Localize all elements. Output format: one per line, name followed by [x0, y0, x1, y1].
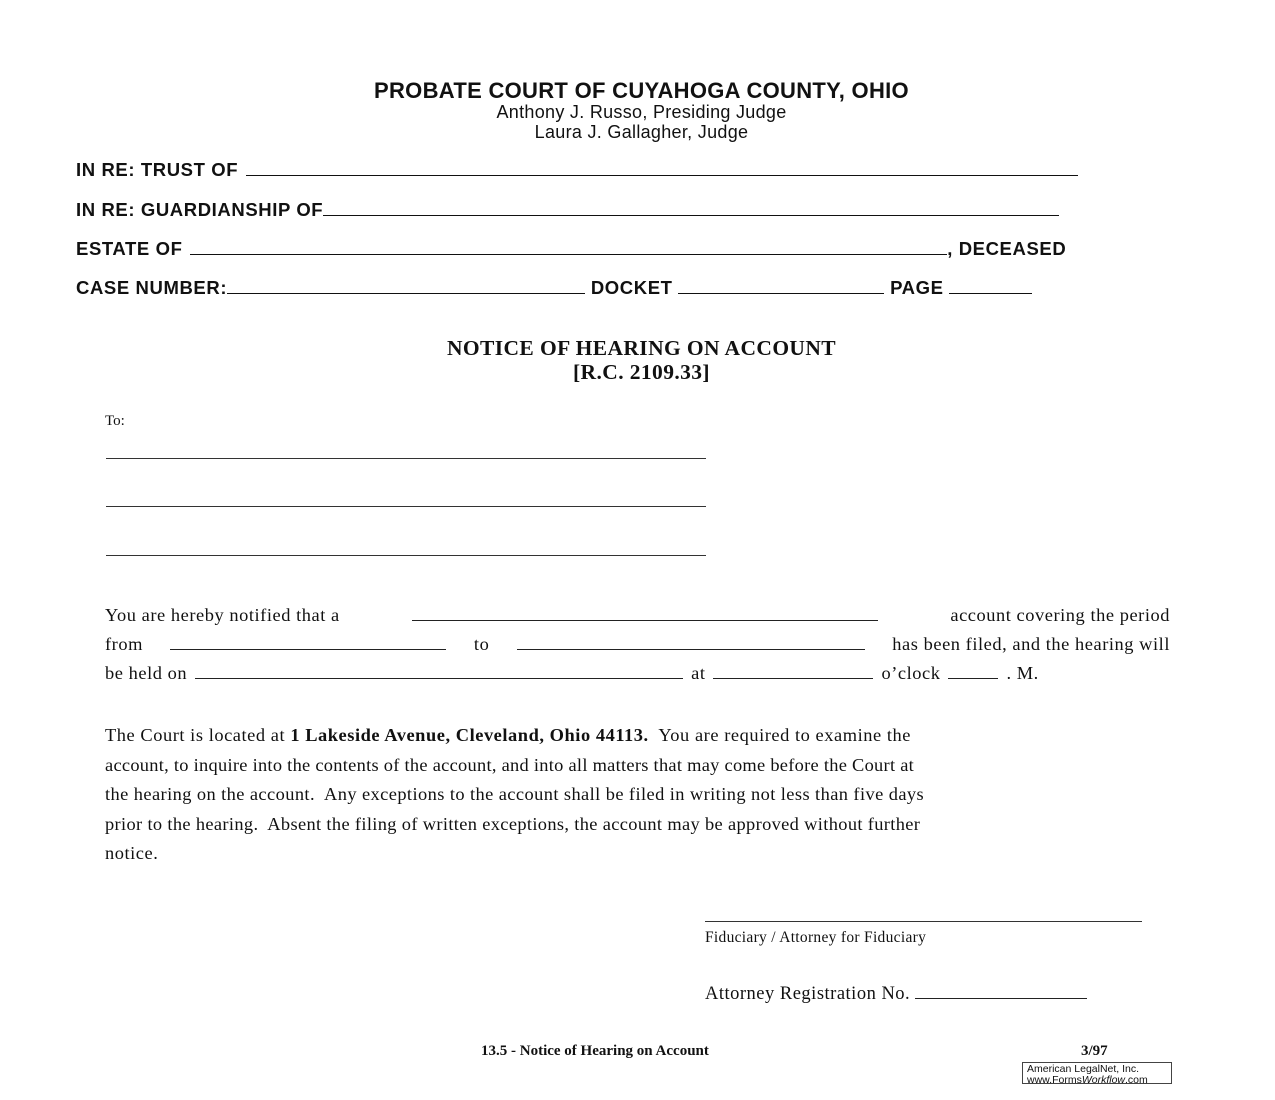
- notice-text: from: [105, 634, 143, 654]
- docket-label: DOCKET: [590, 277, 673, 298]
- publisher-url-suffix: .com: [1125, 1073, 1148, 1086]
- signature-line[interactable]: [705, 921, 1142, 922]
- location-paragraph: [105, 721, 1170, 869]
- statute-reference: [R.C. 2109.33]: [573, 360, 710, 384]
- location-line-3: the hearing on the account. Any exceptions to the account shall be filed in writing not less than five days: [105, 784, 925, 804]
- to-label: To:: [105, 413, 125, 429]
- guardianship-row: [76, 199, 1059, 221]
- guardianship-field[interactable]: [323, 201, 1059, 216]
- account-type-field[interactable]: [412, 608, 878, 621]
- signature-label: Fiduciary / Attorney for Fiduciary: [705, 929, 927, 946]
- presiding-judge: Anthony J. Russo, Presiding Judge: [496, 102, 787, 122]
- case-number-label: CASE NUMBER:: [76, 277, 228, 298]
- court-title: PROBATE COURT OF CUYAHOGA COUNTY, OHIO: [374, 78, 909, 103]
- case-number-row: [76, 277, 1032, 299]
- registration-field[interactable]: [915, 985, 1087, 999]
- court-address: 1 Lakeside Avenue, Cleveland, Ohio 44113.: [290, 725, 649, 745]
- notice-line-3: [105, 663, 1039, 684]
- estate-label: ESTATE OF: [76, 238, 183, 259]
- location-text: The Court is located at: [105, 725, 291, 745]
- guardianship-label: IN RE: GUARDIANSHIP OF: [76, 199, 324, 220]
- notice-text: account covering the period: [950, 605, 1170, 625]
- notice-text: You are hereby notified that a: [105, 605, 340, 625]
- location-text: You are required to examine the: [648, 725, 911, 745]
- notice-text: at: [691, 663, 706, 683]
- notice-text: to: [473, 634, 490, 654]
- period-to-field[interactable]: [517, 637, 865, 650]
- location-line-1: [105, 721, 1170, 751]
- notice-text: o’clock: [881, 663, 941, 683]
- registration-row: [705, 984, 1087, 1005]
- trust-label: IN RE: TRUST OF: [76, 159, 239, 180]
- estate-row: [76, 238, 1066, 260]
- docket-field[interactable]: [678, 279, 884, 294]
- hearing-date-field[interactable]: [195, 666, 683, 679]
- judge: Laura J. Gallagher, Judge: [534, 122, 749, 142]
- footer-revision: 3/97: [1081, 1043, 1108, 1059]
- publisher-name: American LegalNet, Inc.: [1027, 1063, 1140, 1075]
- notice-line-1: [105, 605, 1170, 626]
- recipient-line-2[interactable]: [106, 506, 706, 507]
- page-field[interactable]: [949, 279, 1032, 294]
- location-line-5: notice.: [105, 843, 159, 863]
- period-from-field[interactable]: [170, 637, 446, 650]
- hearing-time-field[interactable]: [713, 666, 873, 679]
- registration-label: Attorney Registration No.: [705, 984, 911, 1004]
- notice-paragraph: [105, 605, 1170, 695]
- ampm-field[interactable]: [948, 666, 998, 679]
- deceased-label: , DECEASED: [947, 238, 1067, 259]
- form-title: NOTICE OF HEARING ON ACCOUNT: [446, 336, 837, 360]
- page-label: PAGE: [890, 277, 944, 298]
- notice-text: . M.: [1006, 663, 1039, 683]
- location-line-4: prior to the hearing. Absent the filing of written exceptions, the account may be approved without further: [105, 813, 921, 834]
- publisher-url-prefix: www.Forms: [1027, 1073, 1082, 1086]
- publisher-badge: [1022, 1062, 1172, 1084]
- trust-field[interactable]: [246, 161, 1078, 176]
- publisher-url-italic: Workflow: [1081, 1073, 1126, 1086]
- publisher-url: [1027, 1075, 1171, 1086]
- notice-text: be held on: [105, 663, 188, 683]
- trust-row: [76, 159, 1078, 181]
- recipient-line-3[interactable]: [106, 555, 706, 556]
- case-number-field[interactable]: [227, 279, 585, 294]
- estate-field[interactable]: [190, 240, 947, 255]
- recipient-line-1[interactable]: [106, 458, 706, 459]
- location-line-2: account, to inquire into the contents of the account, and into all matters that may come before the Court at: [105, 754, 915, 775]
- notice-line-2: [105, 634, 1170, 655]
- notice-text: has been filed, and the hearing will: [892, 634, 1170, 654]
- footer-form-title: 13.5 - Notice of Hearing on Account: [481, 1043, 709, 1059]
